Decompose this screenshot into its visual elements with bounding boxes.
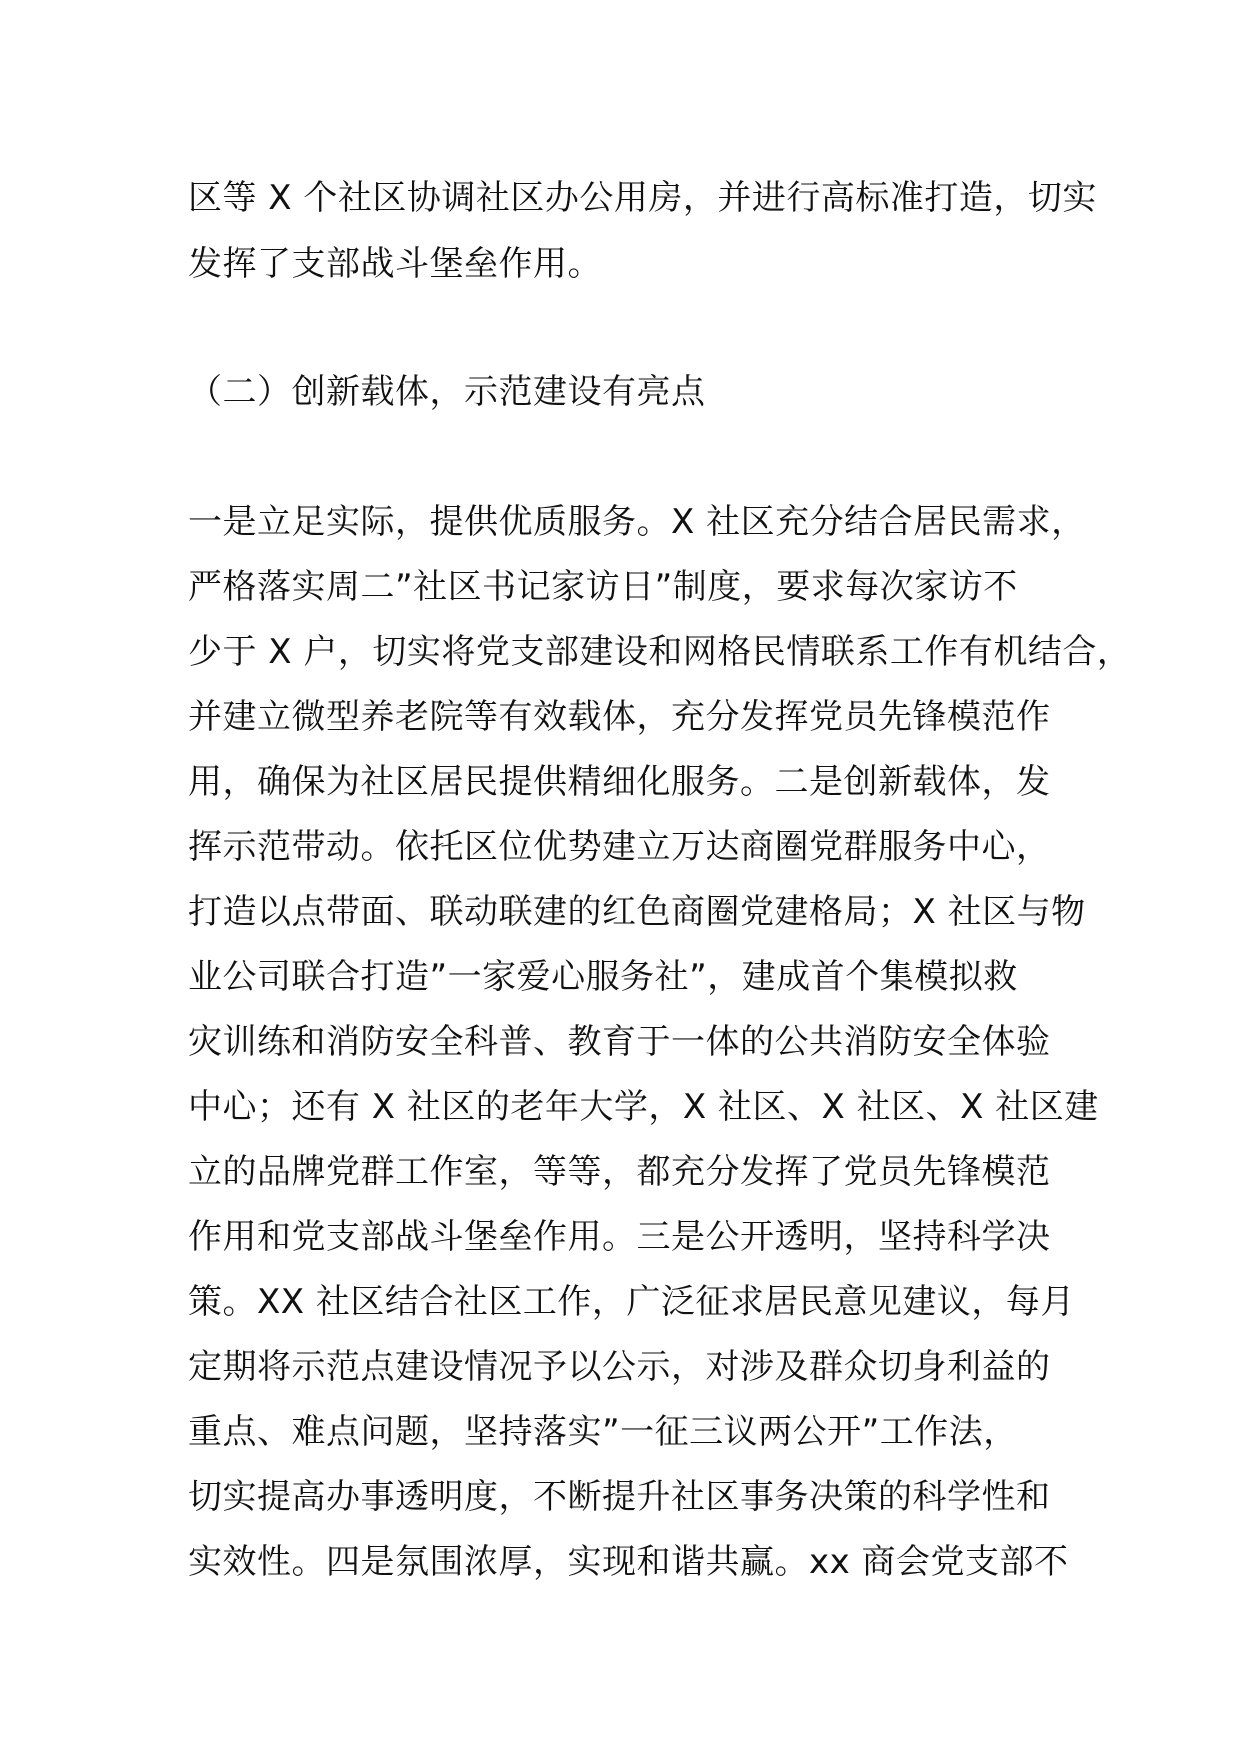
paragraph-line: 发挥了支部战斗堡垒作用。 xyxy=(188,244,602,284)
paragraph-line: 业公司联合打造”一家爱心服务社”，建成首个集模拟救 xyxy=(188,957,1018,997)
paragraph-line: 定期将示范点建设情况予以公示，对涉及群众切身利益的 xyxy=(188,1347,1051,1387)
paragraph-line: 策。XX 社区结合社区工作，广泛征求居民意见建议，每月 xyxy=(188,1282,1075,1322)
paragraph-line: 少于 X 户，切实将党支部建设和网格民情联系工作有机结合， xyxy=(188,632,1132,672)
paragraph-line: 中心；还有 X 社区的老年大学，X 社区、X 社区、X 社区建 xyxy=(188,1087,1099,1127)
paragraph-line: 一是立足实际，提供优质服务。X 社区充分结合居民需求， xyxy=(188,502,1086,542)
paragraph-line: 打造以点带面、联动联建的红色商圈党建格局；X 社区与物 xyxy=(188,892,1086,932)
paragraph-line: 挥示范带动。依托区位优势建立万达商圈党群服务中心， xyxy=(188,827,1051,867)
paragraph-line: 灾训练和消防安全科普、教育于一体的公共消防安全体验 xyxy=(188,1022,1051,1062)
paragraph-line: 作用和党支部战斗堡垒作用。三是公开透明，坚持科学决 xyxy=(188,1217,1051,1257)
paragraph-line: 严格落实周二”社区书记家访日”制度，要求每次家访不 xyxy=(188,567,1018,607)
paragraph-line: 实效性。四是氛围浓厚，实现和谐共赢。xx 商会党支部不 xyxy=(188,1542,1069,1582)
paragraph-line: 重点、难点问题，坚持落实”一征三议两公开”工作法， xyxy=(188,1412,1018,1452)
paragraph-line: 立的品牌党群工作室，等等，都充分发挥了党员先锋模范 xyxy=(188,1152,1051,1192)
paragraph-line: 区等 X 个社区协调社区办公用房，并进行高标准打造，切实 xyxy=(188,178,1097,218)
section-heading: （二）创新载体，示范建设有亮点 xyxy=(188,372,706,412)
paragraph-line: 切实提高办事透明度，不断提升社区事务决策的科学性和 xyxy=(188,1477,1051,1517)
paragraph-line: 并建立微型养老院等有效载体，充分发挥党员先锋模范作 xyxy=(188,697,1051,737)
paragraph-line: 用，确保为社区居民提供精细化服务。二是创新载体，发 xyxy=(188,762,1051,802)
